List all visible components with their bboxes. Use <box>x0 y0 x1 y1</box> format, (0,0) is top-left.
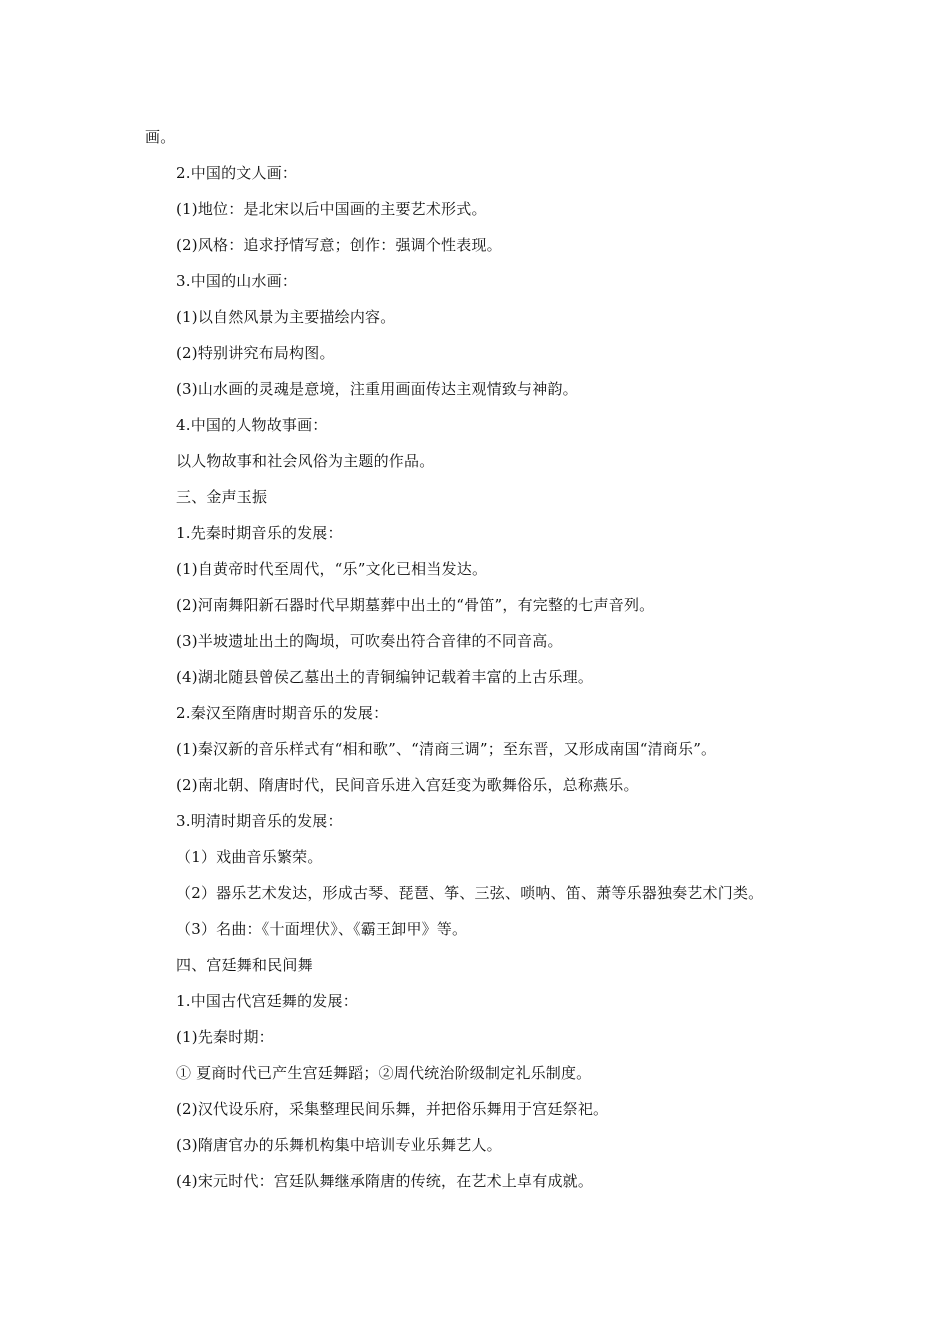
section-heading: 4.中国的人物故事画： <box>176 416 328 434</box>
text-line: (1)自黄帝时代至周代，“乐”文化已相当发达。 <box>176 560 488 578</box>
text-line: (3)隋唐官办的乐舞机构集中培训专业乐舞艺人。 <box>176 1136 502 1154</box>
text-line: ① 夏商时代已产生宫廷舞蹈；②周代统治阶级制定礼乐制度。 <box>176 1064 592 1082</box>
section-heading: 2.中国的文人画： <box>176 164 298 182</box>
text-line: 以人物故事和社会风俗为主题的作品。 <box>176 452 435 470</box>
text-line: (2)风格：追求抒情写意；创作：强调个性表现。 <box>176 236 502 254</box>
chapter-heading: 三、金声玉振 <box>176 488 268 506</box>
text-line: (1)地位：是北宋以后中国画的主要艺术形式。 <box>176 200 487 218</box>
chapter-heading: 四、宫廷舞和民间舞 <box>176 956 313 974</box>
section-heading: 3.明清时期音乐的发展： <box>176 812 343 830</box>
text-line: (3)半坡遗址出土的陶埙，可吹奏出符合音律的不同音高。 <box>176 632 563 650</box>
section-heading: 2.秦汉至隋唐时期音乐的发展： <box>176 704 389 722</box>
text-line: (1)以自然风景为主要描绘内容。 <box>176 308 396 326</box>
text-line: (1)秦汉新的音乐样式有“相和歌”、“清商三调”；至东晋，又形成南国“清商乐”。 <box>176 740 717 758</box>
text-line: (2)汉代设乐府，采集整理民间乐舞，并把俗乐舞用于宫廷祭祀。 <box>176 1100 609 1118</box>
section-heading: 1.中国古代宫廷舞的发展： <box>176 992 358 1010</box>
text-line: （3）名曲：《十面埋伏》、《霸王卸甲》等。 <box>176 920 468 938</box>
section-heading: 1.先秦时期音乐的发展： <box>176 524 343 542</box>
text-line: (2)特别讲究布局构图。 <box>176 344 335 362</box>
text-line: （2）器乐艺术发达，形成古琴、琵琶、筝、三弦、唢呐、笛、萧等乐器独奏艺术门类。 <box>176 884 764 902</box>
text-line: （1）戏曲音乐繁荣。 <box>176 848 323 866</box>
text-line: (4)湖北随县曾侯乙墓出土的青铜编钟记载着丰富的上古乐理。 <box>176 668 594 686</box>
text-line: 画。 <box>145 128 176 146</box>
text-line: (2)南北朝、隋唐时代，民间音乐进入宫廷变为歌舞俗乐，总称燕乐。 <box>176 776 639 794</box>
text-line: (3)山水画的灵魂是意境，注重用画面传达主观情致与神韵。 <box>176 380 578 398</box>
text-line: (4)宋元时代：宫廷队舞继承隋唐的传统，在艺术上卓有成就。 <box>176 1172 594 1190</box>
text-line: (1)先秦时期： <box>176 1028 274 1046</box>
text-line: (2)河南舞阳新石器时代早期墓葬中出土的“骨笛”，有完整的七声音列。 <box>176 596 655 614</box>
section-heading: 3.中国的山水画： <box>176 272 298 290</box>
